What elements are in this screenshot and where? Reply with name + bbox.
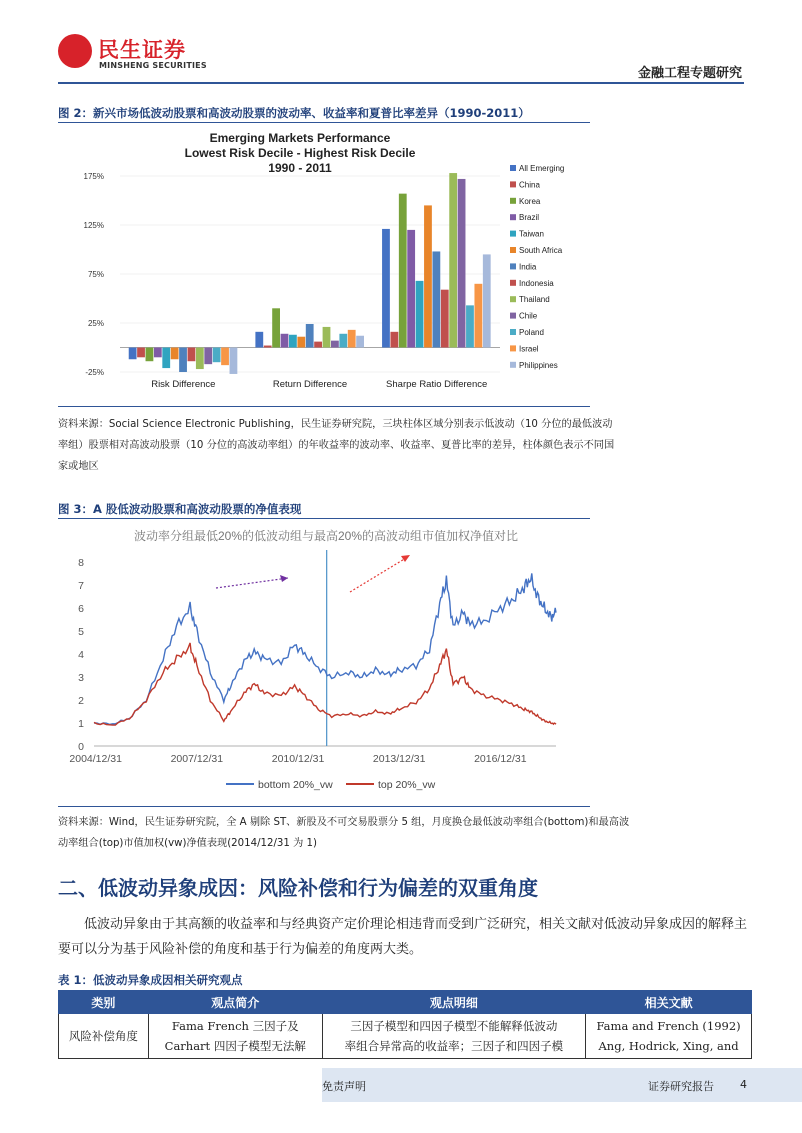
bar xyxy=(331,341,339,348)
bar xyxy=(196,348,204,370)
table-header-cell: 类别 xyxy=(59,991,149,1014)
y-tick-label: 7 xyxy=(78,580,84,592)
y-tick-label: 6 xyxy=(78,603,84,615)
figure3-rule xyxy=(58,518,590,519)
y-tick-label: 0 xyxy=(78,741,84,753)
bar xyxy=(154,348,162,358)
table-cell-line: Fama French 三因子及 xyxy=(171,1019,299,1033)
bar xyxy=(297,337,305,348)
legend-swatch xyxy=(510,165,516,171)
x-category-label: Risk Difference xyxy=(151,379,216,390)
figure2-label: 图 2：新兴市场低波动股票和高波动股票的波动率、收益率和夏普比率差异（1990-2011） xyxy=(58,106,530,120)
legend-swatch xyxy=(510,263,516,269)
figure2-bottom-rule xyxy=(58,406,590,407)
bar xyxy=(432,251,440,347)
table-cell-category: 风险补偿角度 xyxy=(59,1014,149,1059)
report-type: 金融工程专题研究 xyxy=(637,66,742,81)
x-tick-label: 2016/12/31 xyxy=(474,753,527,765)
figure3-label: 图 3：A 股低波动股票和高波动股票的净值表现 xyxy=(58,502,302,516)
x-tick-label: 2007/12/31 xyxy=(170,753,224,765)
legend-label: Thailand xyxy=(519,295,550,305)
figure2-bar-chart xyxy=(83,124,590,404)
footer-bar xyxy=(322,1068,802,1102)
series-line xyxy=(94,643,556,725)
legend-swatch xyxy=(510,329,516,335)
bar xyxy=(458,179,466,348)
trend-arrow-shaft xyxy=(350,558,406,592)
table-cell-line: 三因子模型和四因子模型不能解释低波动 xyxy=(350,1019,558,1033)
trend-arrow-head xyxy=(401,555,410,562)
legend-label: Korea xyxy=(519,196,541,206)
bar xyxy=(449,173,457,347)
table-cell-line: 率组合异常高的收益率；三因子和四因子模 xyxy=(344,1039,564,1053)
x-category-label: Return Difference xyxy=(272,379,348,390)
bar xyxy=(483,254,491,347)
logo-text-en: MINSHENG SECURITIES xyxy=(99,61,207,70)
figure2-rule xyxy=(58,122,590,123)
legend-label: Philippines xyxy=(519,360,558,370)
logo-mark xyxy=(58,34,92,68)
x-category-label: Sharpe Ratio Difference xyxy=(386,379,488,390)
footer-disclaimer-link[interactable]: 免责声明 xyxy=(322,1080,366,1093)
legend-label: China xyxy=(519,180,540,190)
section-heading: 二、低波动异象成因：风险补偿和行为偏差的双重角度 xyxy=(58,876,538,900)
legend-label: bottom 20%_vw xyxy=(258,779,333,791)
chart-title-line: Emerging Markets Performance xyxy=(209,131,391,145)
table-header-cell: 观点明细 xyxy=(322,991,586,1014)
bar xyxy=(399,194,407,348)
chart-title: 波动率分组最低20%的低波动组与最高20%的高波动组市值加权净值对比 xyxy=(133,529,519,543)
y-tick-label: -25% xyxy=(85,368,104,377)
legend-label: South Africa xyxy=(519,246,563,255)
bar xyxy=(323,327,331,348)
figure2-source: 资料来源：Social Science Electronic Publishing，民生证券研究院，三块柱体区域分别表示低波动（10 分位的最低波动率组）股票相对高波动股票（10 分位的高波动率组）的年收益率的波动率、收益率、夏普比率的差异，柱体颜色表示不同国家或地区 xyxy=(58,419,615,472)
chart-title-line: Lowest Risk Decile - Highest Risk Decile xyxy=(184,146,416,160)
bar xyxy=(255,332,263,348)
table-header-cell: 观点简介 xyxy=(148,991,322,1014)
y-tick-label: 8 xyxy=(78,557,84,569)
bar xyxy=(356,336,364,348)
table-cell-line: Ang, Hodrick, Xing, and xyxy=(598,1039,739,1053)
bar xyxy=(314,342,322,348)
trend-arrow-shaft xyxy=(216,578,288,588)
table-row xyxy=(59,1014,752,1059)
bar xyxy=(162,348,170,369)
legend-swatch xyxy=(510,296,516,302)
y-tick-label: 125% xyxy=(83,221,104,230)
y-tick-label: 2 xyxy=(78,695,84,707)
bar xyxy=(416,281,424,348)
bar xyxy=(407,230,415,348)
figure3-source: 资料来源：Wind，民生证券研究院，全 A 剔除 ST、新股及不可交易股票分 5 组，月度换仓最低波动率组合(bottom)和最高波动率组合(top)市值加权(vw)净值表现(2014/12/31 为 1) xyxy=(58,817,630,849)
legend-swatch xyxy=(510,345,516,351)
bar xyxy=(272,308,280,347)
bar xyxy=(348,330,356,348)
bar xyxy=(466,305,474,347)
bar xyxy=(424,205,432,347)
table1 xyxy=(58,990,752,1059)
x-tick-label: 2010/12/31 xyxy=(271,753,325,765)
footer-report-label: 证券研究报告 xyxy=(648,1080,714,1093)
header-rule xyxy=(58,82,744,84)
bar xyxy=(390,332,398,348)
x-tick-label: 2013/12/31 xyxy=(372,753,426,765)
legend-swatch xyxy=(510,181,516,187)
bar xyxy=(129,348,137,360)
bar xyxy=(264,346,272,348)
bar xyxy=(179,348,187,373)
table1-label: 表 1：低波动异象成因相关研究观点 xyxy=(58,973,243,987)
table-cell-line: Fama and French (1992) xyxy=(596,1019,741,1033)
bar xyxy=(281,334,289,348)
y-tick-label: 175% xyxy=(83,172,104,181)
bar xyxy=(221,348,229,366)
table-cell-detail xyxy=(322,1014,586,1059)
table1-header-row xyxy=(59,991,752,1014)
bar xyxy=(204,348,212,365)
legend-label: Taiwan xyxy=(519,229,544,239)
bar xyxy=(382,229,390,348)
legend-swatch xyxy=(510,198,516,204)
legend-label: Indonesia xyxy=(519,278,554,288)
y-tick-label: 75% xyxy=(87,270,104,279)
bar xyxy=(289,335,297,348)
page-number: 4 xyxy=(740,1078,747,1091)
bar xyxy=(306,324,314,348)
bar xyxy=(339,334,347,348)
logo-text-cn: 民生证券 xyxy=(98,38,186,62)
y-tick-label: 5 xyxy=(78,626,84,638)
table-header-cell: 相关文献 xyxy=(586,991,752,1014)
legend-swatch xyxy=(510,280,516,286)
legend-label: top 20%_vw xyxy=(378,779,436,791)
figure3-bottom-rule xyxy=(58,806,590,807)
bar xyxy=(188,348,196,362)
figure3-line-chart xyxy=(66,522,566,800)
legend-label: Israel xyxy=(519,344,539,354)
bar xyxy=(146,348,154,362)
bar xyxy=(441,290,449,348)
legend-swatch xyxy=(510,231,516,237)
legend-label: Chile xyxy=(519,311,538,321)
section-paragraph: 低波动异象由于其高额的收益率和与经典资产定价理论相违背而受到广泛研究，相关文献对低波动异象成因的解释主要可以分为基于风险补偿的角度和基于行为偏差的角度两大类。 xyxy=(58,917,748,957)
legend-label: India xyxy=(519,262,537,272)
table-cell-refs xyxy=(586,1014,752,1059)
legend-swatch xyxy=(510,313,516,319)
legend-swatch xyxy=(510,362,516,368)
trend-arrow-head xyxy=(280,575,288,582)
legend-label: All Emerging xyxy=(519,164,565,173)
legend-label: Brazil xyxy=(519,213,540,223)
y-tick-label: 3 xyxy=(78,672,84,684)
table-cell-line: Carhart 四因子模型无法解 xyxy=(164,1039,306,1053)
y-tick-label: 1 xyxy=(78,718,84,730)
bar xyxy=(230,348,238,374)
x-tick-label: 2004/12/31 xyxy=(69,753,122,765)
bar xyxy=(137,348,145,358)
series-line xyxy=(94,573,556,724)
bar xyxy=(474,284,482,348)
bar xyxy=(213,348,221,363)
y-tick-label: 25% xyxy=(87,319,104,328)
chart-title-line: 1990 - 2011 xyxy=(268,161,332,175)
bar xyxy=(171,348,179,360)
table-cell-summary xyxy=(148,1014,322,1059)
legend-label: Poland xyxy=(519,328,544,337)
legend-swatch xyxy=(510,247,516,253)
legend-swatch xyxy=(510,214,516,220)
y-tick-label: 4 xyxy=(78,649,84,661)
